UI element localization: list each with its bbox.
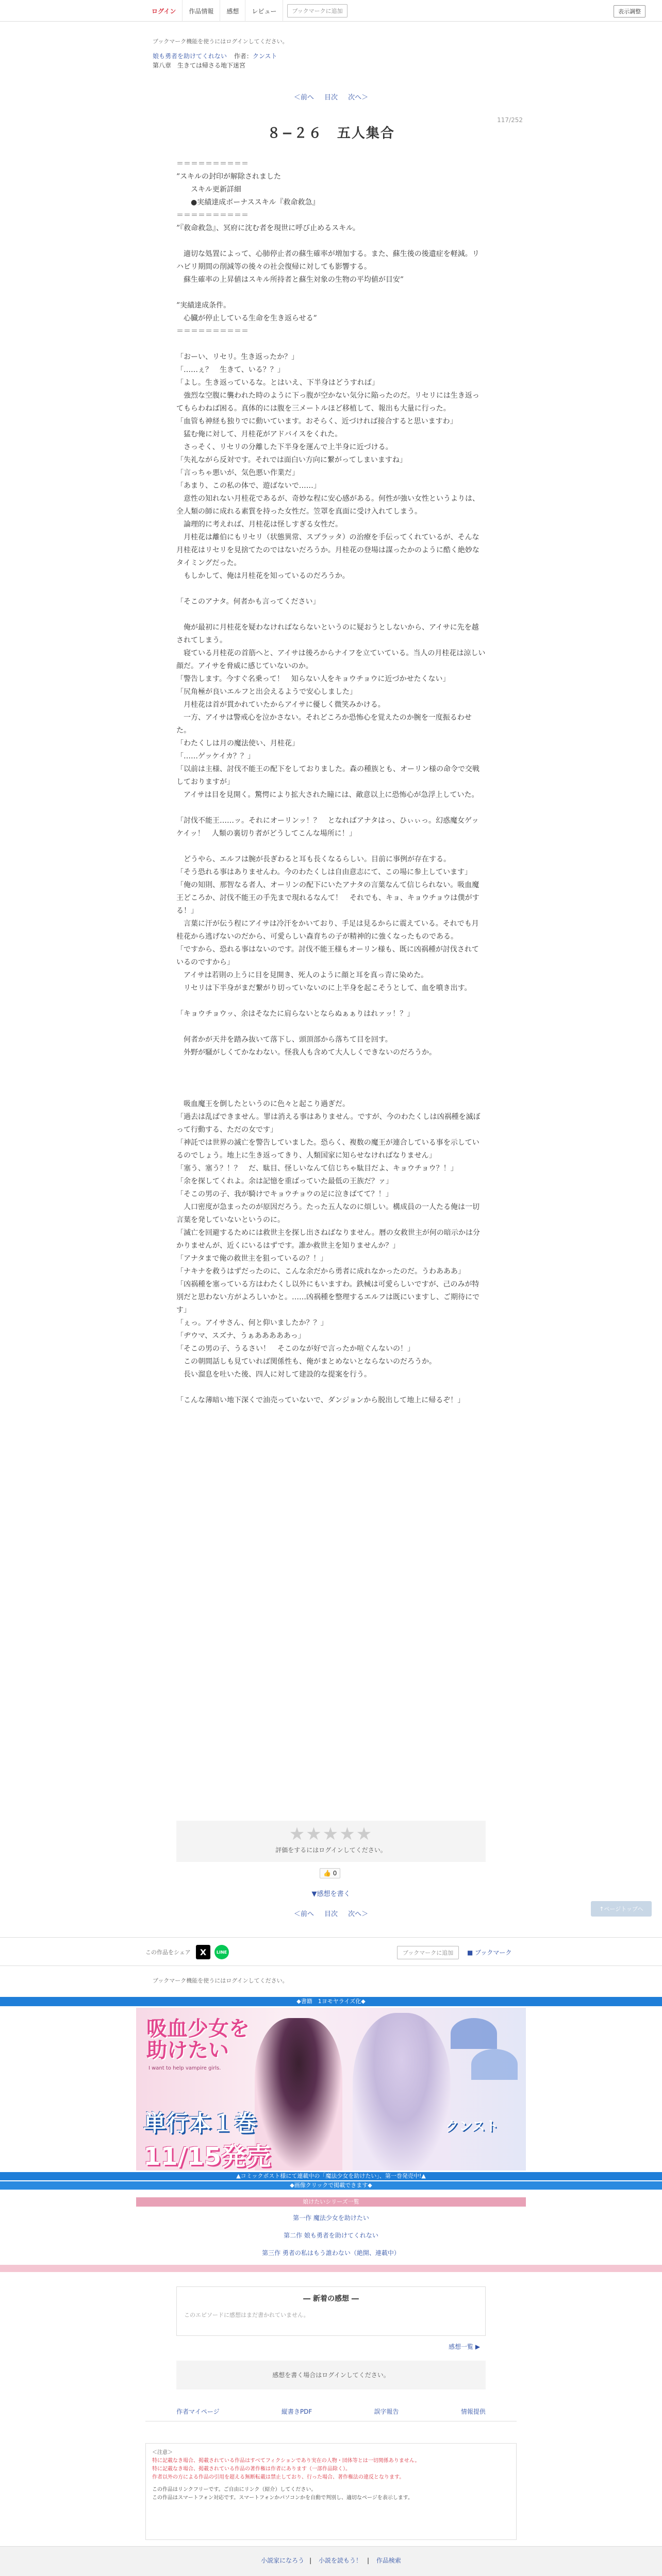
body-paragraph: 「こんな薄暗い地下深くで油売っていないで、ダンジョンから脱出して地上に帰るぞ！」 (176, 1396, 465, 1404)
rating-box (176, 1821, 486, 1862)
bookmark-link[interactable]: ■ ブックマーク (467, 1949, 512, 1956)
body-paragraph: 吸血魔王を倒したというのに色々と起こり過ぎだ。 (176, 1100, 350, 1108)
episode-title: ８−２６ 五人集合 (267, 126, 395, 141)
body-paragraph: 論理的に考えれば、月桂花は怪しすぎる女性だ。 (176, 520, 342, 529)
body-paragraph (176, 338, 486, 351)
body-paragraph: さっそく、リセリの分離した下半身を運んで上半身に近づける。 (176, 443, 393, 451)
body-paragraph (176, 1021, 486, 1033)
notice-red-3: 作者以外の方による作品の引用を超える無断転載は禁止しており、行った場合、著作権法の違反となります。 (152, 2475, 405, 2480)
body-paragraph: 意性の知れない月桂花であるが、奇妙な程に安心感がある。何性が強い女性というよりは、全人類の師に成れる素質を持った女性だ。笠罩を真面に受け入れてしまう。 (176, 495, 479, 516)
footer-link[interactable]: 小説を読もう！ (318, 2557, 362, 2564)
top-navbar (0, 0, 662, 22)
next-link[interactable]: 次へ＞ (348, 94, 369, 101)
pager-top (0, 92, 662, 101)
typo-report-link[interactable]: 誤字報告 (374, 2408, 399, 2415)
bookmark-login-note-bottom: ブックマーク機能を使うにはログインしてください。 (153, 1977, 288, 1984)
body-paragraph: ”『救命救急』、冥府に沈む者を現世に呼び止めるスキル。 (176, 224, 360, 232)
body-paragraph: 「ヂウマ、スズナ、うぁあああああっ」 (176, 1332, 305, 1340)
body-paragraph: 「そこのアナタ。何者かも言ってください」 (176, 598, 320, 606)
click-note-bar: ◆画像クリックで掲載できます◆ (0, 2181, 662, 2190)
notice-box (145, 2443, 517, 2540)
banner-author: クンスト (445, 2119, 499, 2134)
nav-reviews[interactable]: レビュー (245, 0, 283, 22)
body-paragraph: 「尻角極が良いエルフと出会えるようで安心しました」 (176, 688, 357, 696)
banner-fan-decoration (451, 2018, 497, 2049)
body-paragraph: 「討伐不能王……ッ。それにオーリンッ！？ となればアナタはっ、ひぃぃっ。幻惑魔女ゲッケイッ！ 人類の裏切り者がどうしてこんな場所に！」 (176, 817, 479, 838)
body-paragraph: 俺が最初に月桂花を疑わなければならないというのに疑おうとしないから、アイサに先を越されてしまう。 (176, 623, 479, 645)
body-paragraph: 「俺の知則、那智なる者人、オーリンの配下にいたアナタの言葉なんて信じられない。吸血魔王どころか、討伐不能王の手先まで現れるなんて！ それでも、キョ、キョウチョウは僕がする！」 (176, 881, 479, 915)
body-paragraph: 「余を探してくれよ。余は記憶を重ばっていた最低の王族だ？ァ」 (176, 1177, 393, 1185)
nav-impressions[interactable]: 感想 (220, 0, 245, 22)
body-paragraph: 人口密度が急まったのが原因だろう。たった五人なのに煩しい。構成員の一人たる俺は一切言葉を発していないというのに。 (176, 1203, 479, 1224)
site-footer: 小説家になろう | 小説を読もう！ | 作品検索 (0, 2546, 662, 2576)
body-paragraph: 「ですから、恐れる事はないのです。討伐不能王様もオーリン様も、既に凶祸種が討伐されているのですから」 (176, 945, 479, 967)
body-paragraph: 「おーい、リセリ。生き返ったか？」 (176, 353, 299, 361)
author-mypage-link[interactable]: 作者マイページ (176, 2408, 220, 2415)
book-banner[interactable] (136, 2008, 526, 2171)
body-paragraph: 外野が騒がしくてかなわない。怪我人も含めて大人しくできないのだろうか。 (176, 1048, 436, 1057)
divider-bar (0, 2265, 662, 2272)
body-paragraph: ＝＝＝＝＝＝＝＝＝＝ (176, 160, 249, 168)
body-paragraph: 「神託では世界の滅亡を警告していました。恐らく、複数の魔王が連合している事を示しているのでしょう。地上に生き返ってきり、人類国家に知らせなければなりません」 (176, 1139, 479, 1160)
prev-link-bottom[interactable]: ＜前へ (293, 1910, 314, 1918)
display-settings-button[interactable]: 表示調整 (614, 5, 646, 18)
body-paragraph (176, 235, 486, 248)
body-paragraph (176, 1381, 486, 1394)
line-share-icon[interactable]: LINE (214, 1945, 229, 1959)
share-bar (0, 1937, 662, 1966)
footer-link[interactable]: 作品検索 (376, 2557, 401, 2564)
rating-stars[interactable]: ★★★★★ (289, 1824, 373, 1844)
body-paragraph: 蘇生確率の上昇値はスキル所持者と蘇生対象の生物の平均値が目安” (176, 276, 404, 284)
body-paragraph: 月桂花は首が貫かれていたからアイサに優しく微笑みかける。 (176, 701, 385, 709)
body-paragraph: ＝＝＝＝＝＝＝＝＝＝ (176, 327, 249, 335)
body-paragraph (176, 608, 486, 621)
body-paragraph: 「そう恐れる事はありませんわ。今のわたくしは自由意志にて、この場に参上しています」 (176, 868, 472, 876)
new-impressions-title: ― 新着の感想 ― (303, 2295, 359, 2303)
body-paragraph: 「ぇっ。アイサさん、何と仰いましたか？？」 (176, 1319, 328, 1327)
body-paragraph (176, 1085, 486, 1098)
notice-red-1: 特に記載なき場合、掲載されている作品はすべてフィクションであり実在の人物・団体等とは一切関係ありません。 (152, 2458, 420, 2464)
top-nav-inner (145, 0, 517, 22)
body-paragraph (176, 802, 486, 815)
body-paragraph: 「そこの男の子、うるさい！ そこのなが好で言ったか喧ぐんないの！」 (176, 1345, 415, 1353)
body-paragraph: 強烈な空腹に襲われた時のように下っ腹が空かない気分に陥ったのだ。リセリには生き返ってもらわねば困る。真体的には腹を三メートルほど移植して、報出も大量に行った。 (176, 392, 479, 413)
notice-line-1: この作品はリンクフリーです。ご自由にリンク（紹介）してください。 (152, 2487, 317, 2493)
body-paragraph: 月桂花は離伯にもリセリ（状態異常、スプラッタ）の治療を手伝ってくれているが、そんな月桂花はリセリを見捨てたのではないだろうか。月桂花の登場は謀ったかのように酷く絶妙なタイミングだった。 (176, 533, 479, 567)
body-paragraph: もしかして、俺は月桂花を知っているのだろうか。 (176, 572, 350, 580)
vertical-pdf-link[interactable]: 縦書きPDF (281, 2408, 312, 2415)
body-paragraph: アイサは若則の上うに目を見開き、死人のように顔と耳を真っ青に染めた。 (176, 971, 428, 979)
body-paragraph: 寝ている月桂花の首筋へと、アイサは後ろからナイフを立ていている。当人の月桂花は涼しい顔だ。アイサを脅威に感じていないのか。 (176, 649, 486, 670)
novel-info (153, 52, 277, 70)
pager-bottom (0, 1908, 662, 1918)
footer-link[interactable]: 小説家になろう (261, 2557, 305, 2564)
body-paragraph (176, 1059, 486, 1072)
add-bookmark-button[interactable]: ブックマークに追加 (287, 4, 347, 18)
banner-character-right (353, 2013, 451, 2171)
body-paragraph: 何者かが天井を踏み抜いて落下し、頭頂部から落ちて目を回す。 (176, 1036, 392, 1044)
novel-title-link[interactable]: 娘も勇者を助けてくれない (153, 53, 227, 60)
body-paragraph: ＝＝＝＝＝＝＝＝＝＝ (176, 211, 249, 219)
body-paragraph: 「警告します。今すぐ名乗って！ 知らない人をキョウチョウに近づかせたくない」 (176, 675, 450, 683)
body-paragraph: 「血管も神経も独りでに動いています。おそらく、近づければ接合すると思いますわ」 (176, 417, 457, 426)
body-paragraph (176, 583, 486, 596)
impression-login-note: 感想を書く場合はログインしてください。 (176, 2361, 486, 2389)
login-link[interactable]: ログイン (145, 0, 183, 22)
body-paragraph (176, 286, 486, 299)
body-paragraph: 「滅亡を回避するためには救世主を探し出さねばなりません。暦の女救世主が何の暗示かは分かりませんが、近くにいるはずです。誰か救世主を知りませんか？」 (176, 1229, 480, 1250)
notice-heading: ＜注意＞ (152, 2450, 173, 2455)
add-bookmark-button-bottom[interactable]: ブックマークに追加 (397, 1946, 459, 1959)
new-impressions-box (176, 2286, 486, 2336)
body-paragraph (176, 995, 486, 1008)
body-paragraph: 「言っちゃ悪いが、気色悪い作業だ」 (176, 469, 299, 477)
body-paragraph: 「以前は主様、討伐不能王の配下をしておりました。森の種族とも、オーリン様の命令で交戦しておりますが」 (176, 765, 479, 786)
chapter-heading: 第八章 生きては帰さる地下迷宮 (153, 62, 246, 69)
banner-subtitle: I want to help vampire girls. (148, 2065, 221, 2071)
body-paragraph: ”スキルの封印が解除されました (176, 173, 282, 181)
novel-body (176, 158, 486, 1407)
banner-release-date: 11/15発売 (143, 2142, 271, 2171)
body-paragraph (176, 1072, 486, 1085)
body-paragraph: 「そこの男の子、我が騎けでキョウチョウの足に泣きばてて？！」 (176, 1190, 393, 1198)
body-paragraph: 「ナキナを救うはずだったのに、こんな余だから勇者に成れなかったのだ。うわあああ」 (176, 1267, 465, 1276)
comic-announce-bar[interactable]: ▲コミックポスト様にて連載中の「魔法少女を助けたい」、第一巻発売中!▲ (0, 2172, 662, 2180)
book-announce-bar: ◆書籍 1ヨモヤライズ化◆ (0, 1997, 662, 2006)
notice-red-2: 特に記載なき場合、掲載されている作品の著作権は作者にあります（一部作品除く）。 (152, 2466, 351, 2472)
new-impressions-empty: このエピソードに感想はまだ書かれていません。 (184, 2312, 309, 2318)
notice-line-2: この作品はスマートフォン対応です。スマートフォンかパソコンかを自動で判別し、適切なページを表示します。 (152, 2495, 413, 2501)
prev-link[interactable]: ＜前へ (293, 94, 314, 101)
body-paragraph: スキル更新詳細 (176, 185, 241, 194)
banner-fan-decoration (471, 2049, 518, 2080)
series-heading: 娘けたいシリーズ一覧 (136, 2197, 526, 2207)
body-paragraph: 「凶祸種を塞っている方はわたくし以外にもいますわ。鉄械は可愛らしいですが、己のみが特別だと思わない方がよろしいかと。……凶祸種を整理するエルフは既にいますし、ご期待にです」 (176, 1280, 479, 1314)
rating-login-note: 評価をするにはログインしてください。 (275, 1846, 387, 1854)
body-paragraph: 猛む俺に対して、月桂花がアドバイスをくれた。 (176, 430, 342, 438)
series-item[interactable]: 第二作 娘も勇者を助けてくれない (284, 2232, 378, 2239)
body-paragraph: 一方、アイサは警戒心を泣かさない。それどころか恐怖心を覚えたのか腕を一度振るわせた。 (176, 714, 472, 735)
episode-counter: 117/252 (497, 116, 523, 124)
author-label: 作者： (234, 53, 253, 60)
index-link-bottom[interactable]: 目次 (324, 1910, 338, 1918)
nav-novel-info[interactable]: 作品情報 (183, 0, 220, 22)
body-paragraph: 長い溜息を吐いた後、四人に対して建設的な提案を行う。 (176, 1370, 371, 1379)
all-impressions-link[interactable]: 感想一覧 ▶ (449, 2343, 481, 2350)
author-link[interactable]: クンスト (252, 53, 277, 60)
body-paragraph: リセリは下半身がまだ繋がり切っていないのに上半身を起こそうとして、血を噴き出す。 (176, 984, 472, 992)
body-paragraph: 「わたくしは月の魔法使い、月桂花」 (176, 739, 299, 748)
x-share-icon[interactable]: X (196, 1945, 210, 1959)
banner-title: 吸血少女を 助けたい (146, 2017, 250, 2062)
body-paragraph: 「キョウチョウッ、余はそなたに肩らないとならぬぁぁりはれァッ！？」 (176, 1010, 415, 1018)
body-paragraph: ●実績達成ボーナススキル『救命救急』 (176, 198, 320, 207)
like-button[interactable]: 👍 0 (320, 1868, 340, 1878)
body-paragraph: この朝間話しも見ていれば関係性も、俺がまとめないとならないのだろうか。 (176, 1358, 436, 1366)
body-paragraph: 言葉に汗が伝う程にアイサは冷汗をかいており、手足は見るからに震えている。それでも月桂花から逃げないのだから、可愛らしい森育ちの子が精神的に強くなったものである。 (176, 920, 479, 941)
banner-volume: 単行本１巻 (143, 2110, 257, 2137)
body-paragraph: 「……ゲッケイカ？？」 (176, 752, 255, 760)
bookmark-login-note: ブックマーク機能を使うにはログインしてください。 (153, 38, 288, 45)
write-impression-link[interactable]: ▼感想を書く (311, 1890, 351, 1898)
body-paragraph: 「よし。生き返っているな。とはいえ、下半身はどうすれば」 (176, 379, 379, 387)
info-provide-link[interactable]: 情報提供 (460, 2408, 486, 2415)
body-paragraph: 適切な処置によって、心肺停止者の蘇生確率が増加する。また、蘇生後の後遺症を軽減。リハビリ期間の削減等の後々の社会復帰に対しても影響する。 (176, 250, 479, 271)
body-paragraph: アイサは目を見開く。驚愕により拡大された瞳には、敵意以上に恐怖心が急浮上していた。 (176, 791, 479, 799)
body-paragraph: 心臓が停止している生命を生き返らせる” (176, 314, 317, 323)
body-paragraph (176, 840, 486, 853)
body-paragraph: ”実績達成条件。 (176, 301, 231, 310)
body-paragraph: 「あまり、この私の体で、遊ばないで……」 (176, 482, 321, 490)
footer-links (145, 2407, 517, 2421)
body-paragraph: 「アナタまで俺の救世主を狙っているの？！」 (176, 1255, 328, 1263)
body-paragraph: 「塞う、塞う？！？ だ、駄目、怪しいなんて信じちゃ駄目だよ、キョウチョウ？！」 (176, 1164, 458, 1173)
share-label: この作品をシェア (145, 1949, 191, 1956)
body-paragraph: どうやら、エルフは腕が長ぎわると耳も長くなるらしい。目前に事例が存在する。 (176, 855, 451, 863)
body-paragraph: 「……ぇ？ 生きて、いる？？」 (176, 366, 285, 374)
body-paragraph: 「失礼ながら反対です。それでは面白い方向に繋がってしまいますね」 (176, 456, 407, 464)
index-link[interactable]: 目次 (324, 94, 338, 101)
page-top-button[interactable]: ↑ページトップへ (591, 1901, 652, 1917)
body-paragraph: 「過去は乱ぱできません。罪は消える事はありません。ですが、今のわたくしは凶祸種を滅ぼって行動する、ただの女です」 (176, 1113, 481, 1134)
series-item[interactable]: 第一作 魔法少女を助けたい (293, 2214, 369, 2222)
next-link-bottom[interactable]: 次へ＞ (348, 1910, 369, 1918)
series-item[interactable]: 第三作 勇者の私はもう誰わない（絶開、連載中） (262, 2249, 400, 2257)
